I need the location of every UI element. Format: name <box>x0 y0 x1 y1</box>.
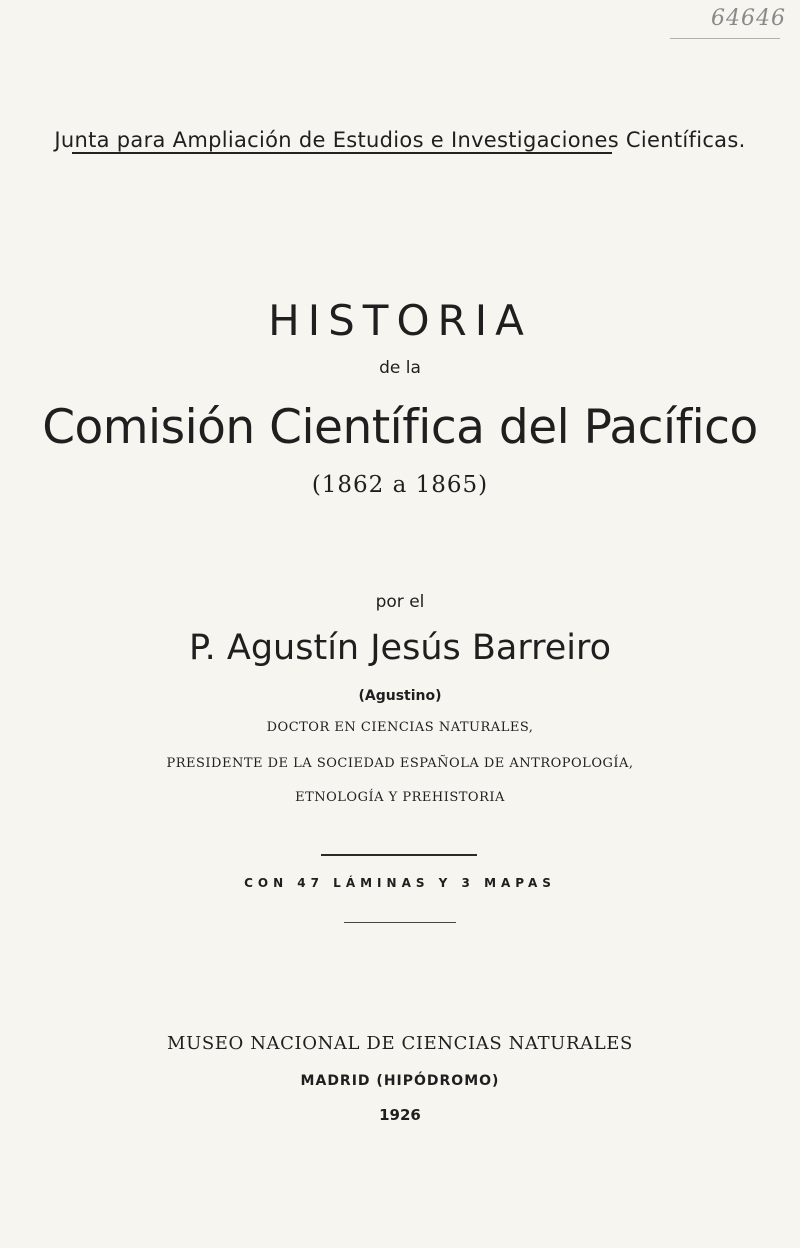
title-connector: de la <box>379 358 421 378</box>
plates-note: CON 47 LÁMINAS Y 3 MAPAS <box>244 876 556 890</box>
author-credential: ETNOLOGÍA Y PREHISTORIA <box>295 790 505 805</box>
imprint-publisher: MUSEO NACIONAL DE CIENCIAS NATURALES <box>167 1033 633 1054</box>
series-title: Junta para Ampliación de Estudios e Investigaciones Científicas. <box>54 128 746 152</box>
title-main: HISTORIA <box>268 296 532 345</box>
author-credential: DOCTOR EN CIENCIAS NATURALES, <box>266 720 534 735</box>
plates-rule-bottom <box>344 922 456 923</box>
imprint-year: 1926 <box>379 1106 421 1124</box>
series-rule <box>72 152 612 154</box>
plates-rule-top <box>321 854 477 856</box>
title-years: (1862 a 1865) <box>311 472 489 498</box>
handwritten-underline <box>670 38 780 39</box>
title-subtitle: Comisión Científica del Pacífico <box>42 400 758 455</box>
handwritten-annotation: 64646 <box>711 6 786 31</box>
imprint-place: MADRID (HIPÓDROMO) <box>300 1073 500 1089</box>
author-note: (Agustino) <box>358 688 442 704</box>
author-name: P. Agustín Jesús Barreiro <box>188 628 612 668</box>
author-credential: PRESIDENTE DE LA SOCIEDAD ESPAÑOLA DE ANTROPOLOGÍA, <box>166 756 634 771</box>
author-by: por el <box>375 592 425 612</box>
